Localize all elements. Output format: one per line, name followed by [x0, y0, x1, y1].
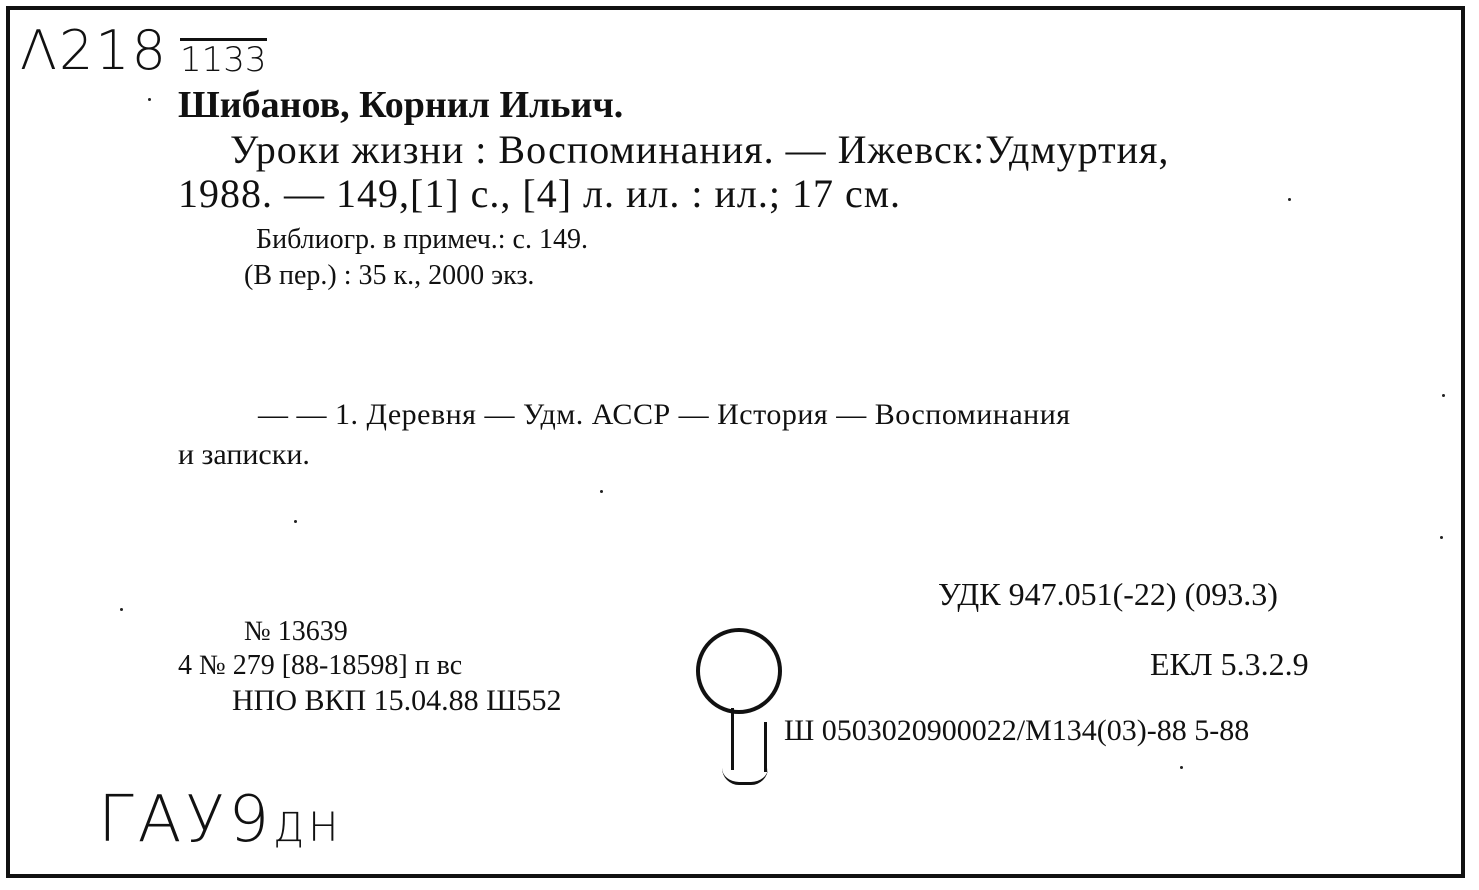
card-slot-left-edge — [731, 708, 734, 770]
card-punch-hole — [696, 628, 782, 714]
handwritten-shelf-mark — [20, 19, 169, 82]
subject-line-2: и записки. — [178, 438, 310, 471]
scan-speck — [1440, 536, 1443, 539]
scan-speck — [294, 520, 297, 523]
print-order: 4 № 279 [88-18598] п вс — [178, 650, 463, 681]
scan-speck — [120, 608, 123, 611]
ekl-code: ЕКЛ 5.3.2.9 — [1150, 646, 1309, 682]
note-price: (В пер.) : 35 к., 2000 экз. — [244, 260, 535, 291]
card-slot-right-edge — [764, 722, 767, 772]
handwritten-shelf-mark-main: Λ218 — [20, 19, 169, 82]
note-bibliography: Библиогр. в примеч.: с. 149. — [256, 224, 588, 255]
scan-speck — [148, 98, 151, 101]
index-code: Ш 0503020900022/М134(03)-88 5-88 — [784, 714, 1250, 747]
handwritten-archive-mark-main: ГАУ9 — [98, 783, 274, 857]
author-heading: Шибанов, Корнил Ильич. — [178, 84, 624, 126]
udk-code: УДК 947.051(-22) (093.3) — [938, 576, 1278, 612]
subject-line-1: — — 1. Деревня — Удм. АССР — История — Воспоминания — [258, 398, 1071, 431]
print-publisher: НПО ВКП 15.04.88 Ш552 — [232, 684, 562, 717]
title-line-1: Уроки жизни : Воспоминания. — Ижевск:Удмуртия, — [230, 127, 1170, 172]
handwritten-shelf-mark-sub — [180, 38, 267, 80]
handwritten-archive-mark-tail: ДН — [273, 805, 343, 851]
scan-speck — [1288, 198, 1291, 201]
print-number: № 13639 — [244, 616, 348, 647]
scan-speck — [1442, 394, 1445, 397]
scan-speck — [1180, 766, 1183, 769]
handwritten-shelf-mark-sub-text: 1133 — [180, 40, 267, 80]
handwritten-archive-mark — [98, 783, 343, 857]
title-line-2: 1988. — 149,[1] с., [4] л. ил. : ил.; 17 см. — [178, 171, 902, 216]
scan-speck — [600, 490, 603, 493]
